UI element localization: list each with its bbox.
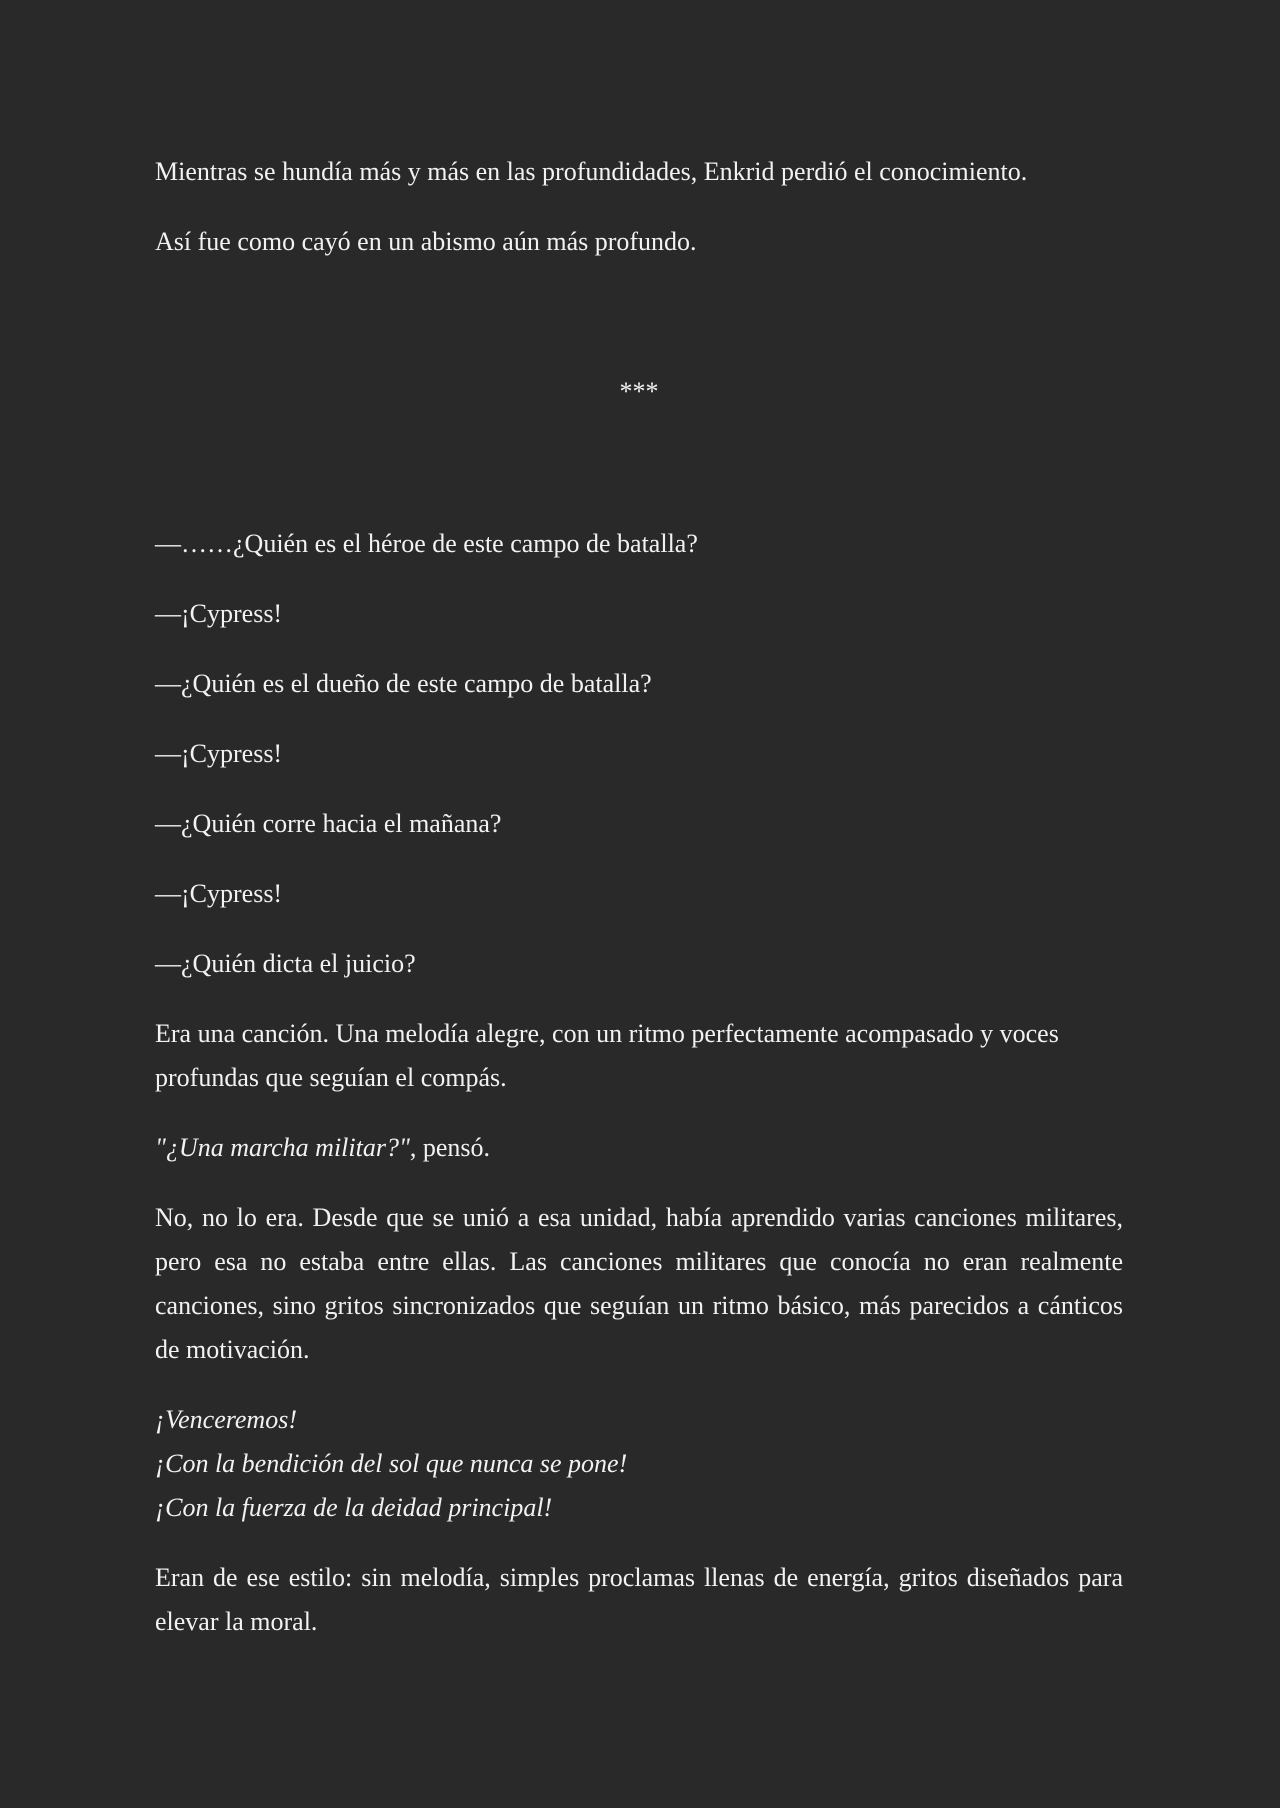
dialogue-line: —¡Cypress! [155, 879, 283, 908]
section-separator: *** [619, 377, 659, 406]
dialogue-line: —¿Quién corre hacia el mañana? [155, 809, 502, 838]
paragraph: Eran de ese estilo: sin melodía, simples proclamas llenas de energía, gritos diseñados para elevar la moral. [155, 1563, 1123, 1636]
paragraph: Era una canción. Una melodía alegre, con un ritmo perfectamente acompasado y voces profundas que seguían el compás. [155, 1019, 1059, 1092]
paragraph: Así fue como cayó en un abismo aún más profundo. [155, 227, 697, 256]
paragraph: No, no lo era. Desde que se unió a esa unidad, había aprendido varias canciones militares, pero esa no estaba entre ellas. Las canciones militares que conocía no eran realmente canciones, sino gritos sincronizados que seguían un ritmo básico, más parecidos a cánticos de motivación. [155, 1203, 1123, 1364]
dialogue-line: —¿Quién es el dueño de este campo de batalla? [155, 669, 652, 698]
chant-line: ¡Venceremos! [155, 1405, 297, 1434]
thought-rest: , pensó. [409, 1133, 491, 1162]
chant-line: ¡Con la bendición del sol que nunca se pone! [155, 1449, 628, 1478]
dialogue-line: —¿Quién dicta el juicio? [155, 949, 416, 978]
thought-italic: "¿Una marcha militar?" [155, 1133, 410, 1162]
chant-block [155, 1398, 1123, 1530]
paragraph: Mientras se hundía más y más en las profundidades, Enkrid perdió el conocimiento. [155, 157, 1028, 186]
thought-paragraph [155, 1126, 1123, 1170]
dialogue-line: —¡Cypress! [155, 599, 283, 628]
dialogue-line: —¡Cypress! [155, 739, 283, 768]
document-body [155, 150, 1123, 1670]
dialogue-line: —……¿Quién es el héroe de este campo de batalla? [155, 529, 698, 558]
chant-line: ¡Con la fuerza de la deidad principal! [155, 1493, 553, 1522]
